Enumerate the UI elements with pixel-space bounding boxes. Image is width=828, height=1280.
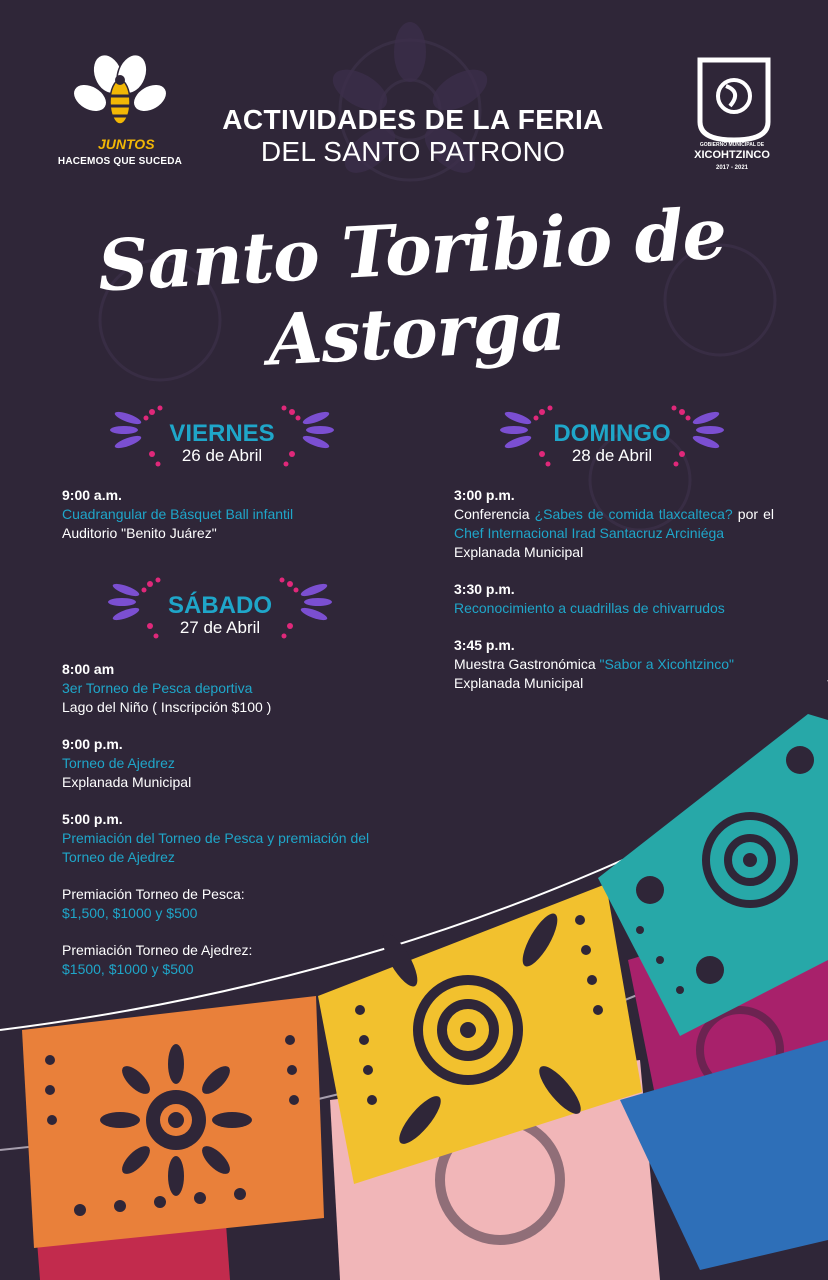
- day-header-domingo: [492, 404, 732, 474]
- event-intro: Conferencia: [454, 506, 530, 522]
- prize-amounts: $1500, $1000 y $500: [62, 961, 194, 977]
- day-name: VIERNES: [169, 420, 275, 447]
- event-intro: Muestra Gastronómica: [454, 656, 596, 672]
- event-item: [454, 486, 774, 562]
- event-activity: Premiación del Torneo de Pesca y premiación del: [62, 830, 370, 846]
- day-name: DOMINGO: [553, 420, 671, 447]
- event-activity: 3er Torneo de Pesca deportiva: [62, 680, 253, 696]
- prize-label: Premiación Torneo de Pesca:: [62, 886, 245, 902]
- event-activity: Reconocimiento a cuadrillas de chivarrudos: [454, 600, 725, 616]
- event-speaker: Chef Internacional Irad Santacruz Arciniéga: [454, 525, 725, 541]
- day-header-sabado: [100, 576, 340, 646]
- event-connector: por: [737, 506, 759, 522]
- prize-label: Premiación Torneo de Ajedrez:: [62, 942, 253, 958]
- event-item: [454, 580, 774, 618]
- flag-orange: [22, 996, 324, 1248]
- government-label: GOBIERNO MUNICIPAL DE: [699, 142, 765, 148]
- event-description: [454, 505, 774, 543]
- day-header-viernes: [102, 404, 342, 474]
- event-place: Explanada Municipal: [454, 675, 584, 691]
- day-name: SÁBADO: [167, 592, 272, 619]
- event-place: Auditorio "Benito Juárez": [62, 525, 217, 541]
- event-time: 5:00 p.m.: [62, 811, 123, 827]
- event-time: 3:30 p.m.: [454, 581, 515, 597]
- header-subtitle: DEL SANTO PATRONO: [260, 136, 566, 167]
- main-title: Santo Toribio de Astorga: [95, 191, 728, 382]
- government-years: 2017 - 2021: [715, 165, 749, 171]
- government-name: XICOHTZINCO: [694, 149, 770, 161]
- day-date: 27 de Abril: [179, 618, 261, 637]
- event-topic: ¿Sabes de comida tlaxcalteca?: [534, 506, 733, 522]
- juntos-tagline: HACEMOS QUE SUCEDA: [57, 156, 183, 167]
- event-place: Explanada Municipal: [62, 774, 192, 790]
- event-item: [62, 486, 362, 543]
- events-viernes: [62, 486, 362, 561]
- day-date: 26 de Abril: [181, 446, 263, 465]
- event-place: Lago del Niño ( Inscripción $100 ): [62, 699, 272, 715]
- event-activity: Torneo de Ajedrez: [62, 755, 175, 771]
- event-time: 9:00 p.m.: [62, 736, 123, 752]
- event-activity: Cuadrangular de Básquet Ball infantil: [62, 506, 294, 522]
- event-place: Explanada Municipal: [454, 544, 584, 560]
- day-date: 28 de Abril: [571, 446, 653, 465]
- event-time: 3:45 p.m.: [454, 637, 515, 653]
- event-activity-continued: Torneo de Ajedrez: [62, 849, 175, 865]
- event-activity: "Sabor a Xicohtzinco": [599, 656, 734, 672]
- header-title: ACTIVIDADES DE LA FERIA: [222, 104, 604, 135]
- event-connector: el: [763, 506, 774, 522]
- event-time: 9:00 a.m.: [62, 487, 122, 503]
- prize-amounts: $1,500, $1000 y $500: [62, 905, 198, 921]
- event-time: 8:00 am: [62, 661, 115, 677]
- papel-picado-garland: [0, 640, 828, 1280]
- event-time: 3:00 p.m.: [454, 487, 515, 503]
- juntos-logo-text: JUNTOS: [98, 136, 155, 152]
